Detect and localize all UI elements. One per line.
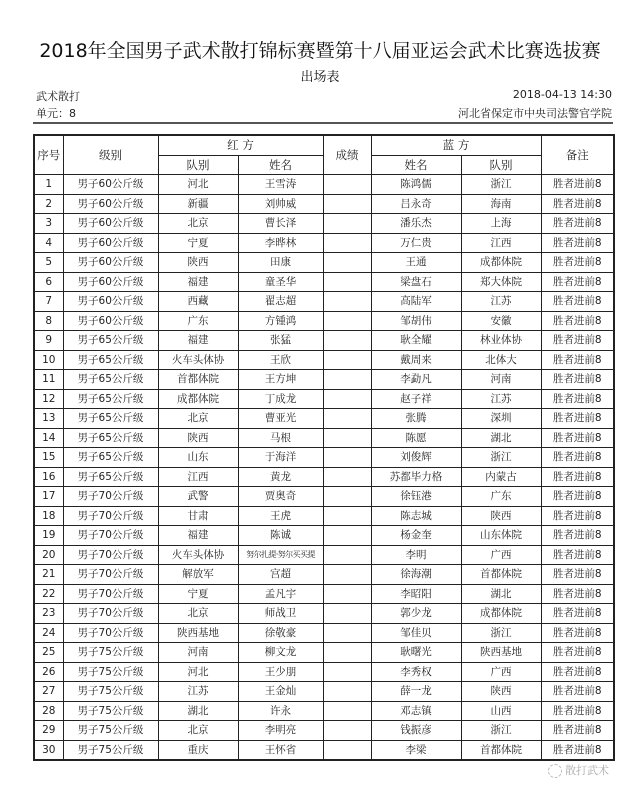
cell-blue-name: 耿曙光 xyxy=(371,643,461,663)
cell-seq: 28 xyxy=(34,701,63,721)
cell-result xyxy=(323,428,371,448)
table-row xyxy=(34,565,614,585)
table-row xyxy=(34,331,614,351)
cell-blue-team: 江西 xyxy=(461,233,541,253)
cell-seq: 9 xyxy=(34,331,63,351)
cell-blue-name: 徐钰港 xyxy=(371,487,461,507)
cell-remark: 胜者进前8 xyxy=(541,604,614,624)
cell-blue-name: 王通 xyxy=(371,253,461,273)
cell-weight-class: 男子70公斤级 xyxy=(63,565,158,585)
cell-red-name: 宫超 xyxy=(238,565,323,585)
cell-blue-name: 李梁 xyxy=(371,740,461,760)
cell-seq: 13 xyxy=(34,409,63,429)
cell-result xyxy=(323,682,371,702)
cell-red-name: 曹亚光 xyxy=(238,409,323,429)
cell-result xyxy=(323,643,371,663)
cell-result xyxy=(323,467,371,487)
cell-remark: 胜者进前8 xyxy=(541,370,614,390)
cell-red-name: 田康 xyxy=(238,253,323,273)
cell-red-team: 首都体院 xyxy=(158,370,238,390)
cell-blue-team: 河南 xyxy=(461,370,541,390)
cell-red-name: 柳文龙 xyxy=(238,643,323,663)
cell-result xyxy=(323,623,371,643)
cell-red-name: 孟凡宇 xyxy=(238,584,323,604)
cell-remark: 胜者进前8 xyxy=(541,467,614,487)
cell-blue-name: 张腾 xyxy=(371,409,461,429)
header-red-team: 队别 xyxy=(158,155,238,175)
cell-seq: 8 xyxy=(34,311,63,331)
table-row xyxy=(34,214,614,234)
table-row xyxy=(34,643,614,663)
cell-seq: 6 xyxy=(34,272,63,292)
cell-blue-name: 李秀权 xyxy=(371,662,461,682)
cell-remark: 胜者进前8 xyxy=(541,194,614,214)
cell-red-name: 王雪涛 xyxy=(238,175,323,195)
cell-red-team: 火车头体协 xyxy=(158,545,238,565)
cell-red-team: 福建 xyxy=(158,272,238,292)
watermark-text: 散打武术 xyxy=(565,764,609,777)
document-title: 2018年全国男子武术散打锦标赛暨第十八届亚运会武术比赛选拔赛 xyxy=(39,40,601,62)
cell-red-name: 于海洋 xyxy=(238,448,323,468)
cell-remark: 胜者进前8 xyxy=(541,253,614,273)
cell-seq: 19 xyxy=(34,526,63,546)
wechat-logo-icon xyxy=(548,764,562,778)
cell-weight-class: 男子60公斤级 xyxy=(63,233,158,253)
cell-weight-class: 男子70公斤级 xyxy=(63,487,158,507)
cell-red-name: 徐敬豪 xyxy=(238,623,323,643)
table-row xyxy=(34,604,614,624)
unit-label: 单元：8 xyxy=(36,107,76,120)
cell-blue-name: 邹佳贝 xyxy=(371,623,461,643)
table-row xyxy=(34,350,614,370)
cell-weight-class: 男子60公斤级 xyxy=(63,253,158,273)
cell-remark: 胜者进前8 xyxy=(541,428,614,448)
cell-red-team: 陕西 xyxy=(158,428,238,448)
table-row xyxy=(34,370,614,390)
cell-blue-team: 海南 xyxy=(461,194,541,214)
cell-blue-team: 林业体协 xyxy=(461,331,541,351)
cell-blue-team: 浙江 xyxy=(461,623,541,643)
cell-blue-name: 潘乐杰 xyxy=(371,214,461,234)
cell-red-team: 陕西基地 xyxy=(158,623,238,643)
cell-blue-name: 邓志镇 xyxy=(371,701,461,721)
cell-remark: 胜者进前8 xyxy=(541,526,614,546)
cell-seq: 26 xyxy=(34,662,63,682)
cell-red-team: 福建 xyxy=(158,331,238,351)
cell-weight-class: 男子70公斤级 xyxy=(63,584,158,604)
cell-result xyxy=(323,370,371,390)
cell-result xyxy=(323,272,371,292)
cell-blue-team: 江苏 xyxy=(461,389,541,409)
cell-weight-class: 男子65公斤级 xyxy=(63,331,158,351)
cell-blue-name: 杨金奎 xyxy=(371,526,461,546)
cell-result xyxy=(323,487,371,507)
cell-red-name: 贾奥奇 xyxy=(238,487,323,507)
datetime-label: 2018-04-13 14:30 xyxy=(512,88,612,101)
cell-result xyxy=(323,662,371,682)
cell-remark: 胜者进前8 xyxy=(541,389,614,409)
cell-remark: 胜者进前8 xyxy=(541,175,614,195)
cell-red-name: 马根 xyxy=(238,428,323,448)
cell-red-team: 山东 xyxy=(158,448,238,468)
table-row xyxy=(34,448,614,468)
header-red-side: 红 方 xyxy=(158,135,323,155)
cell-result xyxy=(323,721,371,741)
cell-seq: 5 xyxy=(34,253,63,273)
cell-red-name: 王怀省 xyxy=(238,740,323,760)
cell-result xyxy=(323,545,371,565)
cell-weight-class: 男子75公斤级 xyxy=(63,682,158,702)
cell-weight-class: 男子60公斤级 xyxy=(63,272,158,292)
cell-remark: 胜者进前8 xyxy=(541,545,614,565)
cell-seq: 15 xyxy=(34,448,63,468)
cell-result xyxy=(323,389,371,409)
table-row xyxy=(34,292,614,312)
cell-remark: 胜者进前8 xyxy=(541,311,614,331)
cell-weight-class: 男子70公斤级 xyxy=(63,604,158,624)
cell-seq: 10 xyxy=(34,350,63,370)
cell-red-team: 北京 xyxy=(158,721,238,741)
cell-blue-team: 浙江 xyxy=(461,721,541,741)
cell-red-team: 江苏 xyxy=(158,682,238,702)
cell-red-team: 宁夏 xyxy=(158,233,238,253)
cell-blue-name: 赵子祥 xyxy=(371,389,461,409)
cell-remark: 胜者进前8 xyxy=(541,292,614,312)
cell-weight-class: 男子75公斤级 xyxy=(63,701,158,721)
table-row xyxy=(34,409,614,429)
cell-remark: 胜者进前8 xyxy=(541,448,614,468)
cell-result xyxy=(323,175,371,195)
cell-weight-class: 男子65公斤级 xyxy=(63,389,158,409)
cell-remark: 胜者进前8 xyxy=(541,584,614,604)
cell-result xyxy=(323,292,371,312)
cell-result xyxy=(323,448,371,468)
cell-blue-name: 苏都毕力格 xyxy=(371,467,461,487)
cell-seq: 29 xyxy=(34,721,63,741)
cell-remark: 胜者进前8 xyxy=(541,701,614,721)
cell-result xyxy=(323,331,371,351)
cell-weight-class: 男子60公斤级 xyxy=(63,292,158,312)
cell-blue-name: 钱振彦 xyxy=(371,721,461,741)
cell-blue-team: 广东 xyxy=(461,487,541,507)
cell-blue-team: 山西 xyxy=(461,701,541,721)
cell-blue-team: 陕西基地 xyxy=(461,643,541,663)
cell-remark: 胜者进前8 xyxy=(541,409,614,429)
header-seq: 序号 xyxy=(34,135,63,175)
header-result: 成绩 xyxy=(323,135,371,175)
cell-red-name: 努尔扎提·努尔买买提 xyxy=(238,545,323,565)
table-row xyxy=(34,194,614,214)
table-row xyxy=(34,175,614,195)
cell-blue-name: 李昭阳 xyxy=(371,584,461,604)
cell-blue-team: 江苏 xyxy=(461,292,541,312)
table-row xyxy=(34,467,614,487)
header-remark: 备注 xyxy=(541,135,614,175)
cell-blue-name: 李明 xyxy=(371,545,461,565)
cell-remark: 胜者进前8 xyxy=(541,214,614,234)
cell-weight-class: 男子65公斤级 xyxy=(63,350,158,370)
cell-red-name: 翟志超 xyxy=(238,292,323,312)
table-body xyxy=(34,175,614,761)
cell-result xyxy=(323,565,371,585)
cell-red-team: 西藏 xyxy=(158,292,238,312)
cell-weight-class: 男子70公斤级 xyxy=(63,526,158,546)
cell-blue-name: 郭少龙 xyxy=(371,604,461,624)
cell-remark: 胜者进前8 xyxy=(541,643,614,663)
table-row xyxy=(34,272,614,292)
cell-red-name: 王金灿 xyxy=(238,682,323,702)
cell-blue-name: 李勐凡 xyxy=(371,370,461,390)
cell-result xyxy=(323,740,371,760)
table-row xyxy=(34,253,614,273)
cell-seq: 20 xyxy=(34,545,63,565)
cell-weight-class: 男子70公斤级 xyxy=(63,545,158,565)
cell-result xyxy=(323,194,371,214)
cell-blue-team: 郑大体院 xyxy=(461,272,541,292)
cell-red-team: 北京 xyxy=(158,409,238,429)
cell-red-name: 丁成龙 xyxy=(238,389,323,409)
cell-red-name: 曹长泽 xyxy=(238,214,323,234)
cell-seq: 22 xyxy=(34,584,63,604)
cell-weight-class: 男子65公斤级 xyxy=(63,448,158,468)
cell-blue-team: 内蒙古 xyxy=(461,467,541,487)
cell-seq: 24 xyxy=(34,623,63,643)
cell-blue-name: 万仁贵 xyxy=(371,233,461,253)
cell-weight-class: 男子70公斤级 xyxy=(63,623,158,643)
cell-weight-class: 男子75公斤级 xyxy=(63,721,158,741)
cell-weight-class: 男子75公斤级 xyxy=(63,740,158,760)
cell-red-name: 黄龙 xyxy=(238,467,323,487)
cell-red-name: 陈诚 xyxy=(238,526,323,546)
header-rule xyxy=(33,122,613,124)
cell-seq: 17 xyxy=(34,487,63,507)
cell-red-team: 广东 xyxy=(158,311,238,331)
cell-weight-class: 男子75公斤级 xyxy=(63,662,158,682)
header-red-name: 姓名 xyxy=(238,155,323,175)
cell-remark: 胜者进前8 xyxy=(541,623,614,643)
cell-red-team: 湖北 xyxy=(158,701,238,721)
cell-blue-team: 陕西 xyxy=(461,682,541,702)
cell-seq: 14 xyxy=(34,428,63,448)
cell-red-team: 解放军 xyxy=(158,565,238,585)
cell-weight-class: 男子65公斤级 xyxy=(63,428,158,448)
cell-red-name: 王欣 xyxy=(238,350,323,370)
cell-red-name: 师战卫 xyxy=(238,604,323,624)
cell-seq: 7 xyxy=(34,292,63,312)
document-subtitle: 出场表 xyxy=(300,70,340,85)
table-row xyxy=(34,701,614,721)
cell-remark: 胜者进前8 xyxy=(541,350,614,370)
watermark xyxy=(548,764,609,778)
cell-seq: 11 xyxy=(34,370,63,390)
cell-blue-team: 成都体院 xyxy=(461,604,541,624)
cell-weight-class: 男子60公斤级 xyxy=(63,194,158,214)
cell-seq: 18 xyxy=(34,506,63,526)
cell-blue-name: 邹胡伟 xyxy=(371,311,461,331)
venue-label: 河北省保定市中央司法警官学院 xyxy=(458,107,612,120)
cell-blue-name: 陈志城 xyxy=(371,506,461,526)
cell-remark: 胜者进前8 xyxy=(541,487,614,507)
cell-red-team: 宁夏 xyxy=(158,584,238,604)
table-row xyxy=(34,584,614,604)
cell-seq: 16 xyxy=(34,467,63,487)
cell-weight-class: 男子60公斤级 xyxy=(63,175,158,195)
table-row xyxy=(34,428,614,448)
cell-blue-team: 上海 xyxy=(461,214,541,234)
header-blue-team: 队别 xyxy=(461,155,541,175)
cell-blue-team: 湖北 xyxy=(461,428,541,448)
cell-seq: 30 xyxy=(34,740,63,760)
cell-remark: 胜者进前8 xyxy=(541,272,614,292)
cell-blue-team: 浙江 xyxy=(461,175,541,195)
cell-red-name: 刘帅威 xyxy=(238,194,323,214)
cell-result xyxy=(323,214,371,234)
cell-seq: 23 xyxy=(34,604,63,624)
cell-red-name: 方锺鸿 xyxy=(238,311,323,331)
cell-remark: 胜者进前8 xyxy=(541,565,614,585)
cell-blue-team: 湖北 xyxy=(461,584,541,604)
table-row xyxy=(34,389,614,409)
table-row xyxy=(34,506,614,526)
cell-blue-team: 陕西 xyxy=(461,506,541,526)
cell-remark: 胜者进前8 xyxy=(541,740,614,760)
header-weight-class: 级别 xyxy=(63,135,158,175)
cell-weight-class: 男子60公斤级 xyxy=(63,214,158,234)
table-row xyxy=(34,487,614,507)
cell-weight-class: 男子65公斤级 xyxy=(63,409,158,429)
cell-red-team: 武警 xyxy=(158,487,238,507)
cell-blue-team: 成都体院 xyxy=(461,253,541,273)
header-blue-name: 姓名 xyxy=(371,155,461,175)
cell-red-team: 成都体院 xyxy=(158,389,238,409)
cell-blue-name: 刘俊辉 xyxy=(371,448,461,468)
cell-blue-team: 广西 xyxy=(461,545,541,565)
cell-result xyxy=(323,526,371,546)
cell-red-name: 张猛 xyxy=(238,331,323,351)
cell-seq: 2 xyxy=(34,194,63,214)
cell-remark: 胜者进前8 xyxy=(541,682,614,702)
cell-red-team: 陕西 xyxy=(158,253,238,273)
cell-result xyxy=(323,253,371,273)
cell-result xyxy=(323,584,371,604)
cell-blue-name: 梁盘石 xyxy=(371,272,461,292)
cell-result xyxy=(323,350,371,370)
cell-result xyxy=(323,311,371,331)
cell-blue-team: 山东体院 xyxy=(461,526,541,546)
cell-seq: 1 xyxy=(34,175,63,195)
table-row xyxy=(34,545,614,565)
cell-blue-name: 陈鸿儒 xyxy=(371,175,461,195)
cell-red-team: 火车头体协 xyxy=(158,350,238,370)
cell-blue-team: 安徽 xyxy=(461,311,541,331)
cell-weight-class: 男子70公斤级 xyxy=(63,506,158,526)
cell-seq: 25 xyxy=(34,643,63,663)
cell-blue-team: 首都体院 xyxy=(461,740,541,760)
cell-weight-class: 男子75公斤级 xyxy=(63,643,158,663)
cell-red-team: 北京 xyxy=(158,604,238,624)
cell-blue-name: 耿全耀 xyxy=(371,331,461,351)
cell-red-team: 福建 xyxy=(158,526,238,546)
cell-seq: 27 xyxy=(34,682,63,702)
cell-red-name: 许永 xyxy=(238,701,323,721)
cell-red-team: 河南 xyxy=(158,643,238,663)
table-row xyxy=(34,526,614,546)
cell-red-team: 江西 xyxy=(158,467,238,487)
table-row xyxy=(34,623,614,643)
cell-red-name: 王虎 xyxy=(238,506,323,526)
lineup-table xyxy=(33,134,615,761)
cell-blue-name: 陈愿 xyxy=(371,428,461,448)
cell-blue-name: 徐海潮 xyxy=(371,565,461,585)
cell-result xyxy=(323,409,371,429)
table-row xyxy=(34,682,614,702)
table-row xyxy=(34,740,614,760)
cell-blue-team: 首都体院 xyxy=(461,565,541,585)
cell-blue-name: 高陆军 xyxy=(371,292,461,312)
cell-remark: 胜者进前8 xyxy=(541,233,614,253)
cell-blue-team: 广西 xyxy=(461,662,541,682)
cell-result xyxy=(323,506,371,526)
cell-result xyxy=(323,233,371,253)
cell-remark: 胜者进前8 xyxy=(541,721,614,741)
cell-blue-name: 薛一龙 xyxy=(371,682,461,702)
cell-seq: 4 xyxy=(34,233,63,253)
cell-remark: 胜者进前8 xyxy=(541,662,614,682)
table-row xyxy=(34,662,614,682)
cell-blue-team: 浙江 xyxy=(461,448,541,468)
sport-label: 武术散打 xyxy=(36,90,80,103)
cell-remark: 胜者进前8 xyxy=(541,331,614,351)
cell-blue-team: 北体大 xyxy=(461,350,541,370)
cell-seq: 3 xyxy=(34,214,63,234)
cell-red-name: 王方坤 xyxy=(238,370,323,390)
cell-result xyxy=(323,604,371,624)
table-row xyxy=(34,311,614,331)
cell-blue-name: 戴周来 xyxy=(371,350,461,370)
cell-remark: 胜者进前8 xyxy=(541,506,614,526)
cell-blue-name: 吕永奇 xyxy=(371,194,461,214)
cell-result xyxy=(323,701,371,721)
cell-seq: 12 xyxy=(34,389,63,409)
cell-weight-class: 男子65公斤级 xyxy=(63,370,158,390)
cell-red-name: 王少朋 xyxy=(238,662,323,682)
table-row xyxy=(34,233,614,253)
cell-red-team: 新疆 xyxy=(158,194,238,214)
cell-red-team: 河北 xyxy=(158,175,238,195)
cell-red-team: 重庆 xyxy=(158,740,238,760)
table-row xyxy=(34,721,614,741)
cell-blue-team: 深圳 xyxy=(461,409,541,429)
cell-weight-class: 男子60公斤级 xyxy=(63,311,158,331)
cell-red-team: 甘肃 xyxy=(158,506,238,526)
header-blue-side: 蓝 方 xyxy=(371,135,541,155)
cell-red-team: 北京 xyxy=(158,214,238,234)
cell-weight-class: 男子65公斤级 xyxy=(63,467,158,487)
cell-red-name: 李晔林 xyxy=(238,233,323,253)
cell-red-team: 河北 xyxy=(158,662,238,682)
cell-red-name: 童圣华 xyxy=(238,272,323,292)
cell-seq: 21 xyxy=(34,565,63,585)
cell-red-name: 李明亮 xyxy=(238,721,323,741)
